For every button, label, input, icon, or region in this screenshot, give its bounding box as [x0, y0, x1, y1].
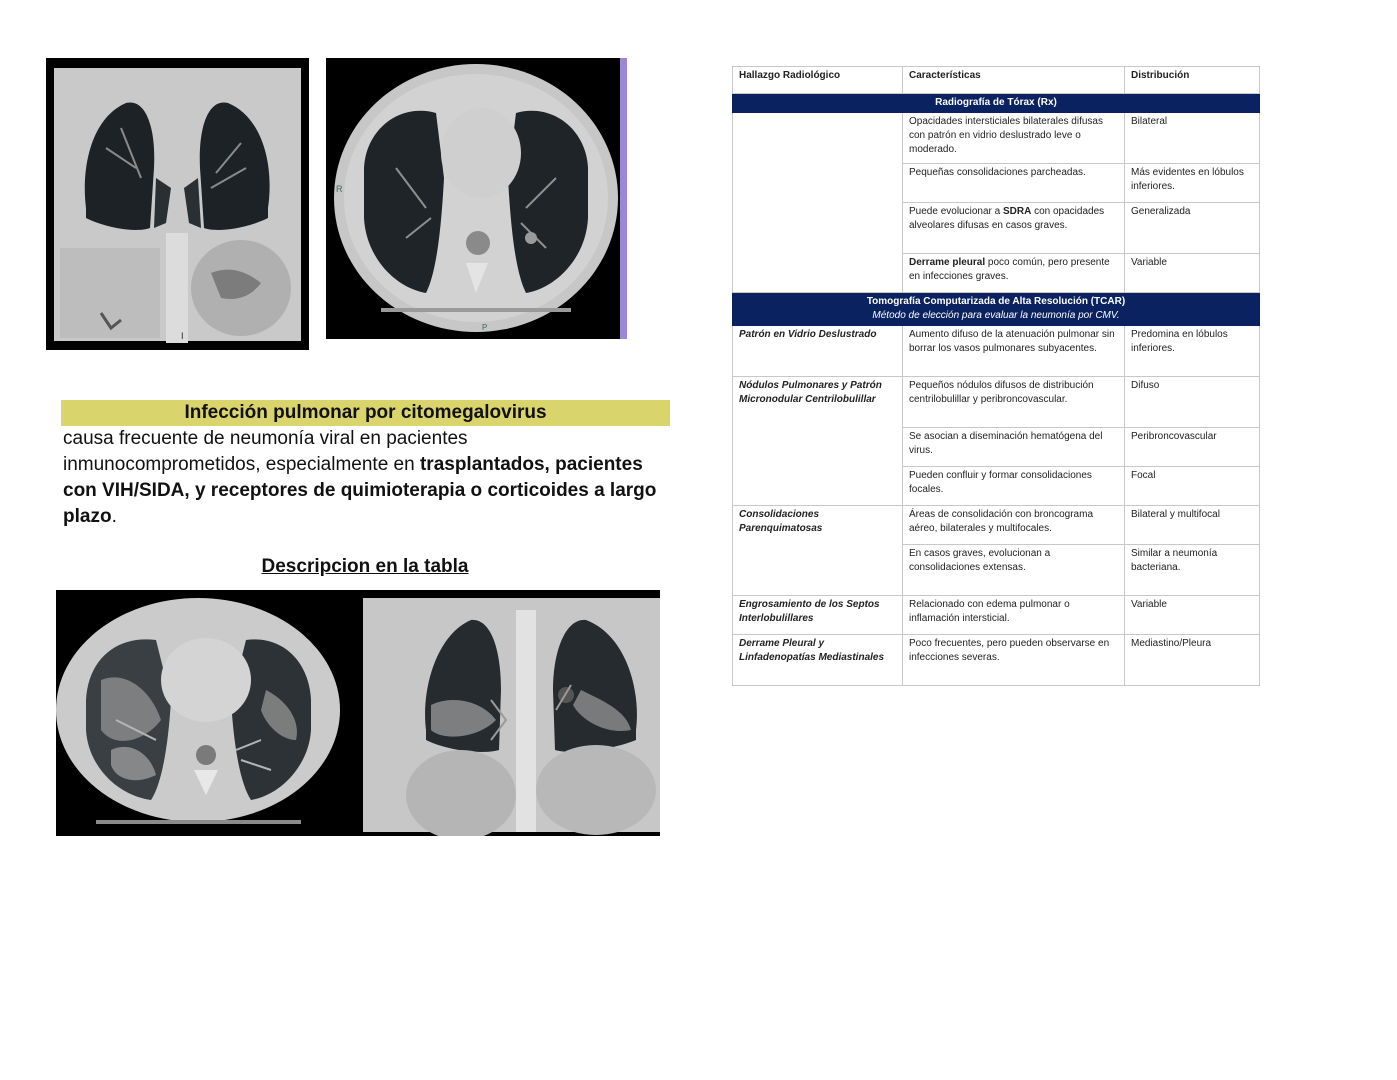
tcar-dist-cell: Difuso — [1125, 377, 1260, 428]
table-row — [733, 506, 1260, 545]
rx-char-post: con opacidades alveolares difusas en casos graves. — [909, 206, 1105, 231]
tcar-char-cell: Poco frecuentes, pero pueden observarse en infecciones severas. — [903, 635, 1125, 686]
section-tcar-title: Tomografía Computarizada de Alta Resolución (TCAR) — [866, 296, 1126, 307]
tcar-char-cell: Relacionado con edema pulmonar o inflamación intersticial. — [903, 596, 1125, 635]
ct-coronal-image-4 — [341, 590, 660, 836]
tcar-finding-cell: Derrame Pleural y Linfadenopatías Mediastinales — [733, 635, 903, 686]
tcar-char-cell: En casos graves, evolucionan a consolidaciones extensas. — [903, 545, 1125, 596]
rx-dist-cell: Más evidentes en lóbulos inferiores. — [1125, 164, 1260, 203]
ct-axial-image-3 — [56, 590, 341, 836]
table-row — [733, 596, 1260, 635]
ct2-side-marker: R — [336, 184, 343, 194]
rx-char-bold: SDRA — [1002, 206, 1032, 217]
rx-finding-cell — [733, 113, 903, 293]
rx-char-bold: Derrame pleural — [909, 257, 986, 268]
rx-dist-cell: Variable — [1125, 254, 1260, 293]
table-row — [733, 635, 1260, 686]
intro-paragraph — [63, 426, 663, 530]
tcar-finding-cell: Engrosamiento de los Septos Interlobulillares — [733, 596, 903, 635]
header-finding: Hallazgo Radiológico — [733, 67, 903, 94]
tcar-char-cell: Áreas de consolidación con broncograma aéreo, bilaterales y multifocales. — [903, 506, 1125, 545]
rx-char-cell: Opacidades intersticiales bilaterales difusas con patrón en vidrio deslustrado leve o moderado. — [903, 113, 1125, 164]
rx-char-post: poco común, pero presente en infecciones graves. — [909, 257, 1110, 282]
tcar-char-cell: Aumento difuso de la atenuación pulmonar sin borrar los vasos pulmonares subyacentes. — [903, 326, 1125, 377]
tcar-dist-cell: Focal — [1125, 467, 1260, 506]
section-tcar-row — [733, 293, 1260, 326]
rx-char-cell: Pequeñas consolidaciones parcheadas. — [903, 164, 1125, 203]
radiological-findings-table — [732, 66, 1260, 686]
section-tcar-subtitle: Método de elección para evaluar la neumonía por CMV. — [872, 310, 1120, 321]
rx-char-cell — [903, 203, 1125, 254]
table-row — [733, 377, 1260, 428]
ct1-marker-text: I — [181, 331, 184, 341]
table-row — [733, 113, 1260, 164]
intro-plain-text: causa frecuente de neumonía viral en pacientes inmunocomprometidos, especialmente en — [63, 428, 468, 475]
table-description-heading: Descripcion en la tabla — [261, 556, 469, 577]
section-tcar-cell — [733, 293, 1260, 326]
rx-char-pre: Puede evolucionar a — [909, 206, 1003, 217]
rx-dist-cell: Bilateral — [1125, 113, 1260, 164]
tcar-dist-cell: Similar a neumonía bacteriana. — [1125, 545, 1260, 596]
tcar-finding-cell: Patrón en Vidrio Deslustrado — [733, 326, 903, 377]
table-row — [733, 326, 1260, 377]
section-rx-row — [733, 94, 1260, 113]
section-rx-title: Radiografía de Tórax (Rx) — [733, 94, 1260, 113]
tcar-dist-cell: Bilateral y multifocal — [1125, 506, 1260, 545]
ct-axial-image-2 — [326, 58, 627, 339]
ct2-bottom-marker: P — [482, 323, 488, 332]
tcar-dist-cell: Peribroncovascular — [1125, 428, 1260, 467]
tcar-char-cell: Se asocian a diseminación hematógena del virus. — [903, 428, 1125, 467]
rx-char-cell — [903, 254, 1125, 293]
tcar-dist-cell: Predomina en lóbulos inferiores. — [1125, 326, 1260, 377]
tcar-char-cell: Pequeños nódulos difusos de distribución centrilobulillar y peribroncovascular. — [903, 377, 1125, 428]
tcar-finding-cell: Nódulos Pulmonares y Patrón Micronodular Centrilobulillar — [733, 377, 903, 506]
tcar-dist-cell: Mediastino/Pleura — [1125, 635, 1260, 686]
tcar-finding-cell: Consolidaciones Parenquimatosas — [733, 506, 903, 596]
header-characteristics: Características — [903, 67, 1125, 94]
header-distribution: Distribución — [1125, 67, 1260, 94]
rx-dist-cell: Generalizada — [1125, 203, 1260, 254]
main-heading: Infección pulmonar por citomegalovirus — [61, 400, 670, 426]
intro-end-text: . — [111, 506, 117, 527]
intro-bold-text: trasplantados, pacientes con VIH/SIDA, y receptores de quimioterapia o corticoides a largo plazo — [63, 454, 657, 527]
tcar-char-cell: Pueden confluir y formar consolidaciones focales. — [903, 467, 1125, 506]
tcar-dist-cell: Variable — [1125, 596, 1260, 635]
table-header-row — [733, 67, 1260, 94]
ct-coronal-image-1 — [46, 58, 309, 350]
